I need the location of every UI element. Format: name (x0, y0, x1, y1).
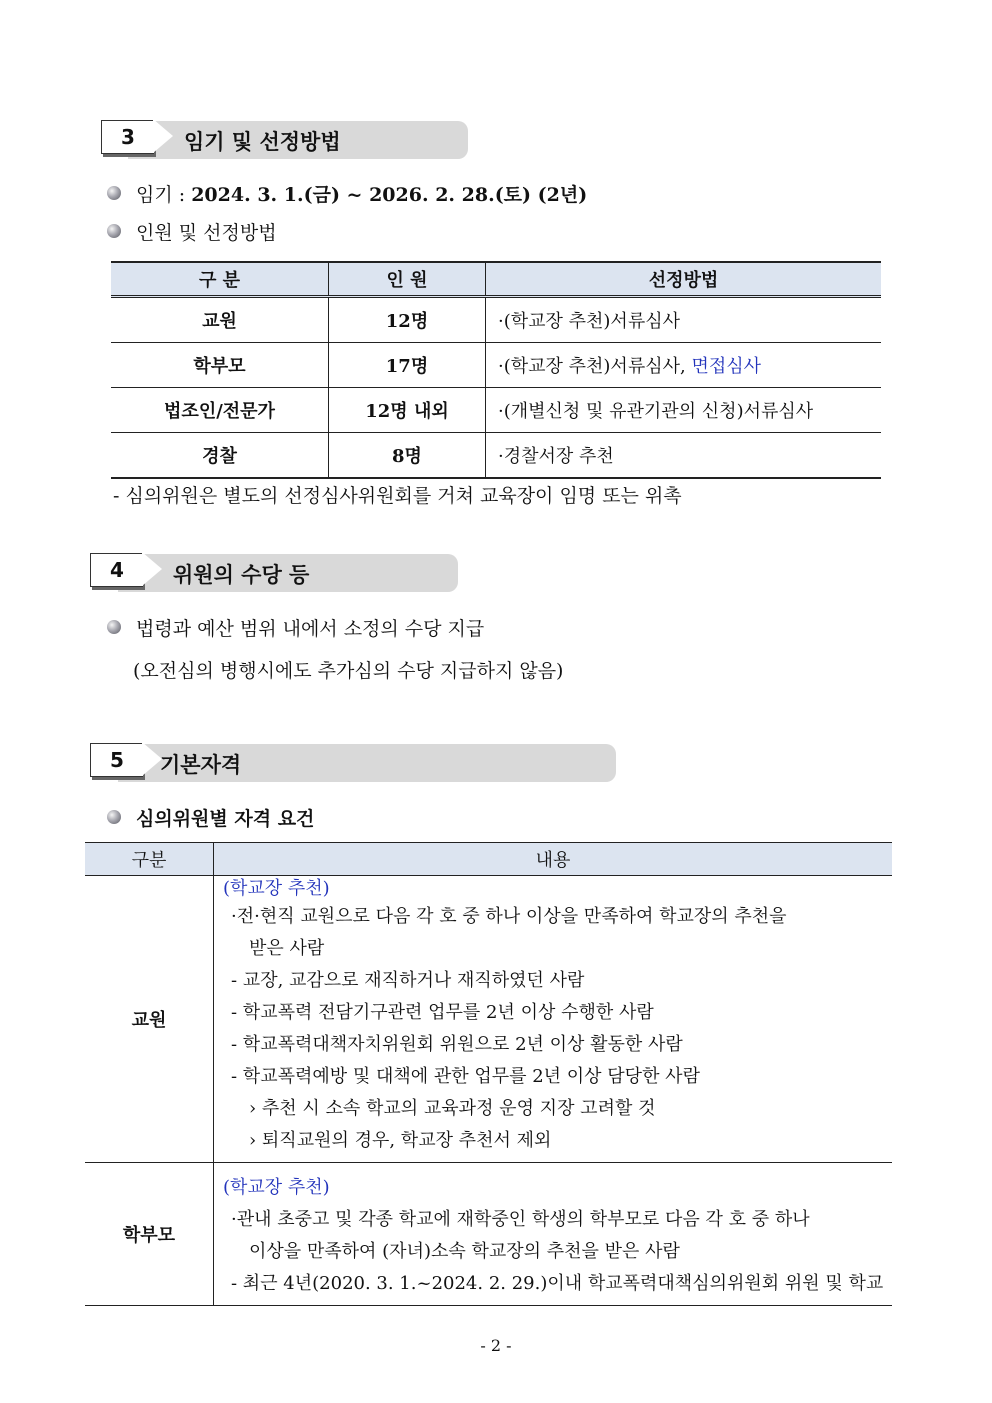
main-requirement: ·전·현직 교원으로 다음 각 호 중 하나 이상을 만족하여 학교장의 추천을 (231, 906, 787, 927)
row-method-extra: 면접심사 (691, 356, 761, 377)
term-label: 임기 : (136, 184, 186, 206)
note-item: › 추천 시 소속 학교의 교육과정 운영 지장 고려할 것 (249, 1098, 656, 1119)
table-row (111, 343, 881, 388)
row-method: ·(개별신청 및 유관기관의 신청)서류심사 (486, 388, 882, 433)
list-item: - 교장, 교감으로 재직하거나 재직하였던 사람 (231, 970, 585, 991)
row-category: 경찰 (111, 433, 329, 479)
term-value: 2024. 3. 1.(금) ~ 2026. 2. 28.(토) (2년) (191, 184, 588, 206)
qualification-table (85, 842, 892, 1306)
section-number: 4 (90, 553, 143, 587)
section-arrow (153, 119, 173, 153)
qualification-heading: 심의위원별 자격 요건 (136, 808, 315, 830)
list-item: - 학교폭력 전담기구관련 업무를 2년 이상 수행한 사람 (231, 1002, 654, 1023)
appointment-note: - 심의위원은 별도의 선정심사위원회를 거쳐 교육장이 임명 또는 위촉 (113, 485, 682, 507)
table-row (85, 876, 892, 1163)
bullet-icon (107, 186, 121, 200)
list-item: - 학교폭력대책자치위원회 위원으로 2년 이상 활동한 사람 (231, 1034, 683, 1055)
section-arrow (142, 742, 162, 776)
selection-table (111, 261, 881, 479)
section-number: 5 (90, 743, 143, 777)
row-category: 학부모 (85, 1163, 214, 1306)
section-title: 위원의 수당 등 (173, 563, 310, 587)
row-count: 17명 (329, 343, 486, 388)
section-arrow (142, 552, 162, 586)
table-header-row (111, 262, 881, 297)
main-requirement-cont: 이상을 만족하여 (자녀)소속 학교장의 추천을 받은 사람 (249, 1241, 680, 1262)
main-requirement-cont: 받은 사람 (249, 938, 325, 959)
section-title: 임기 및 선정방법 (184, 130, 341, 154)
col-header-category: 구 분 (111, 262, 329, 297)
section-title: 기본자격 (160, 753, 242, 777)
list-item: - 학교폭력예방 및 대책에 관한 업무를 2년 이상 담당한 사람 (231, 1066, 700, 1087)
col-header-content: 내용 (214, 843, 893, 876)
bullet-icon (107, 620, 121, 634)
note-item: › 퇴직교원의 경우, 학교장 추천서 제외 (249, 1130, 552, 1151)
row-category: 교원 (85, 876, 214, 1163)
row-method: ·(학교장 추천)서류심사 (486, 297, 882, 343)
row-content (214, 1163, 893, 1306)
recommend-tag: (학교장 추천) (223, 1177, 330, 1198)
col-header-count: 인 원 (329, 262, 486, 297)
term-line (136, 180, 587, 207)
row-content (214, 876, 893, 1163)
row-category: 법조인/전문가 (111, 388, 329, 433)
row-method: ·(학교장 추천)서류심사, (498, 356, 686, 377)
list-item: - 최근 4년(2020. 3. 1.~2024. 2. 29.)이내 학교폭력대책심의위원회 위원 및 학교 (231, 1273, 884, 1294)
table-row (111, 297, 881, 343)
table-row (111, 388, 881, 433)
main-requirement: ·관내 초중고 및 각종 학교에 재학중인 학생의 학부모로 다음 각 호 중 하나 (231, 1209, 810, 1230)
row-count: 12명 내외 (329, 388, 486, 433)
row-category: 교원 (111, 297, 329, 343)
bullet-icon (107, 224, 121, 238)
row-category: 학부모 (111, 343, 329, 388)
bullet-icon (107, 810, 121, 824)
allowance-line1: 법령과 예산 범위 내에서 소정의 수당 지급 (136, 618, 485, 640)
recommend-tag: (학교장 추천) (223, 878, 330, 899)
section-number: 3 (101, 120, 154, 154)
row-count: 8명 (329, 433, 486, 479)
page-number: - 2 - (480, 1336, 512, 1355)
row-count: 12명 (329, 297, 486, 343)
col-header-category: 구분 (85, 843, 214, 876)
table-row (111, 433, 881, 479)
col-header-method: 선정방법 (486, 262, 882, 297)
row-method: ·경찰서장 추천 (486, 433, 882, 479)
table-header-row (85, 843, 892, 876)
allowance-line2: (오전심의 병행시에도 추가심의 수당 지급하지 않음) (133, 660, 564, 682)
method-heading: 인원 및 선정방법 (136, 222, 277, 244)
table-row (85, 1163, 892, 1306)
row-method-cell (486, 343, 882, 388)
